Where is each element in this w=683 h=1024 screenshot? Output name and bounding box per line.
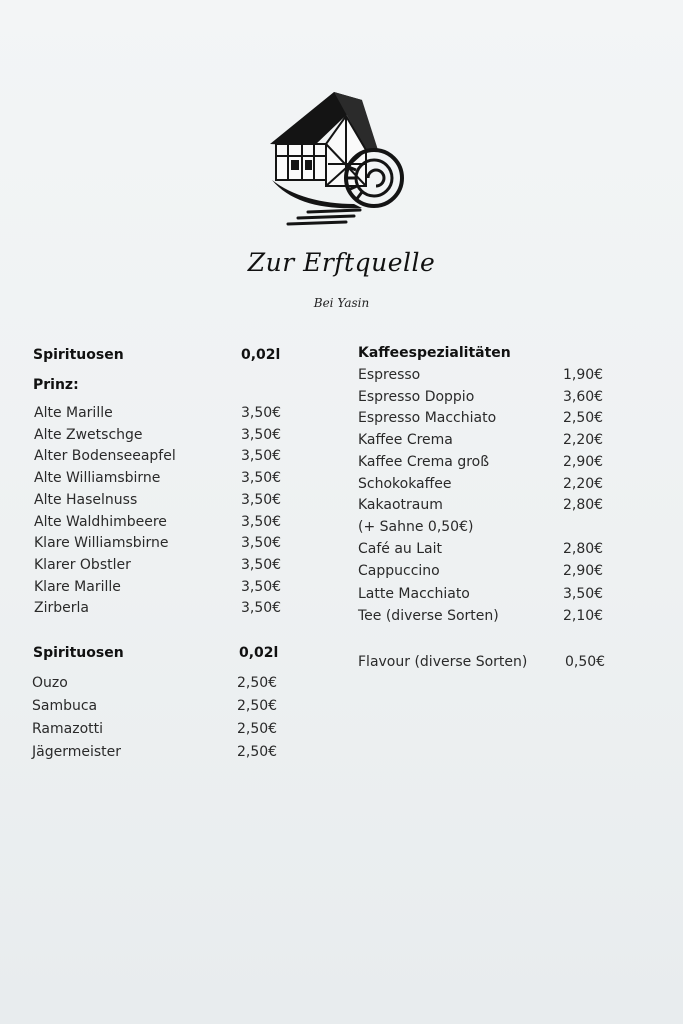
kakao-note: (+ Sahne 0,50€) xyxy=(358,519,474,535)
item-price: 3,50€ xyxy=(241,491,282,508)
item-name: Klare Marille xyxy=(34,578,121,595)
mill-logo-icon xyxy=(262,86,412,232)
item-price: 2,80€ xyxy=(563,497,604,513)
item-name: Kakaotraum xyxy=(358,497,443,513)
item-price: 0,50€ xyxy=(565,654,606,670)
item-price: 3,50€ xyxy=(241,535,282,552)
item-name: Latte Macchiato xyxy=(358,586,470,602)
item-name: Tee (diverse Sorten) xyxy=(358,608,499,624)
item-name: Cappuccino xyxy=(358,563,440,579)
item-price: 2,50€ xyxy=(563,410,604,426)
section-title-kaffeespezialitaeten: Kaffeespezialitäten xyxy=(358,345,511,361)
section-volume: 0,02l xyxy=(241,347,281,363)
item-price: 3,50€ xyxy=(241,448,282,465)
brand-name: Zur Erftquelle xyxy=(247,248,436,277)
item-price: 2,50€ xyxy=(237,675,278,691)
item-price: 2,80€ xyxy=(563,541,604,557)
item-name: Café au Lait xyxy=(358,541,443,557)
item-price: 2,50€ xyxy=(237,744,278,760)
item-price: 2,20€ xyxy=(563,432,604,448)
item-name: Flavour (diverse Sorten) xyxy=(358,654,528,670)
item-name: Alte Zwetschge xyxy=(34,426,143,443)
item-price: 3,50€ xyxy=(563,586,604,602)
section-title-spirituosen: Spirituosen xyxy=(33,347,124,363)
item-price: 2,10€ xyxy=(563,608,604,624)
item-price: 2,50€ xyxy=(237,721,278,737)
item-price: 3,50€ xyxy=(241,600,282,617)
item-name: Alte Waldhimbeere xyxy=(34,513,167,530)
item-price: 2,20€ xyxy=(563,476,604,492)
item-price: 3,50€ xyxy=(241,556,282,573)
item-price: 3,50€ xyxy=(241,578,282,595)
item-price: 3,50€ xyxy=(241,470,282,487)
item-name: Alte Haselnuss xyxy=(34,491,138,508)
item-price: 3,50€ xyxy=(241,426,282,443)
item-name: Alte Marille xyxy=(34,405,113,421)
item-name: Espresso Doppio xyxy=(358,389,475,405)
item-name: Alte Williamsbirne xyxy=(34,470,161,487)
section-subtitle-prinz: Prinz: xyxy=(33,377,79,393)
item-name: Klare Williamsbirne xyxy=(34,535,169,552)
item-price: 2,50€ xyxy=(237,698,278,714)
item-name: Zirberla xyxy=(34,600,89,617)
item-price: 3,50€ xyxy=(241,513,282,530)
item-price: 2,90€ xyxy=(563,454,604,470)
item-name: Espresso Macchiato xyxy=(358,410,497,426)
item-price: 3,50€ xyxy=(241,405,282,421)
item-name: Sambuca xyxy=(32,698,98,714)
item-name: Kaffee Crema groß xyxy=(358,454,490,470)
item-name: Schokokaffee xyxy=(358,476,452,492)
item-price: 3,60€ xyxy=(563,389,604,405)
item-name: Ramazotti xyxy=(32,721,103,737)
item-name: Espresso xyxy=(358,367,421,383)
item-name: Ouzo xyxy=(32,675,68,691)
item-name: Klarer Obstler xyxy=(34,556,131,573)
item-name: Alter Bodenseeapfel xyxy=(34,448,176,465)
item-name: Kaffee Crema xyxy=(358,432,453,448)
section-title-spirituosen-2: Spirituosen xyxy=(33,645,124,661)
item-price: 2,90€ xyxy=(563,563,604,579)
section-volume-2: 0,02l xyxy=(239,645,279,661)
item-name: Jägermeister xyxy=(32,744,122,760)
item-price: 1,90€ xyxy=(563,367,604,383)
brand-subtitle: Bei Yasin xyxy=(313,296,370,310)
